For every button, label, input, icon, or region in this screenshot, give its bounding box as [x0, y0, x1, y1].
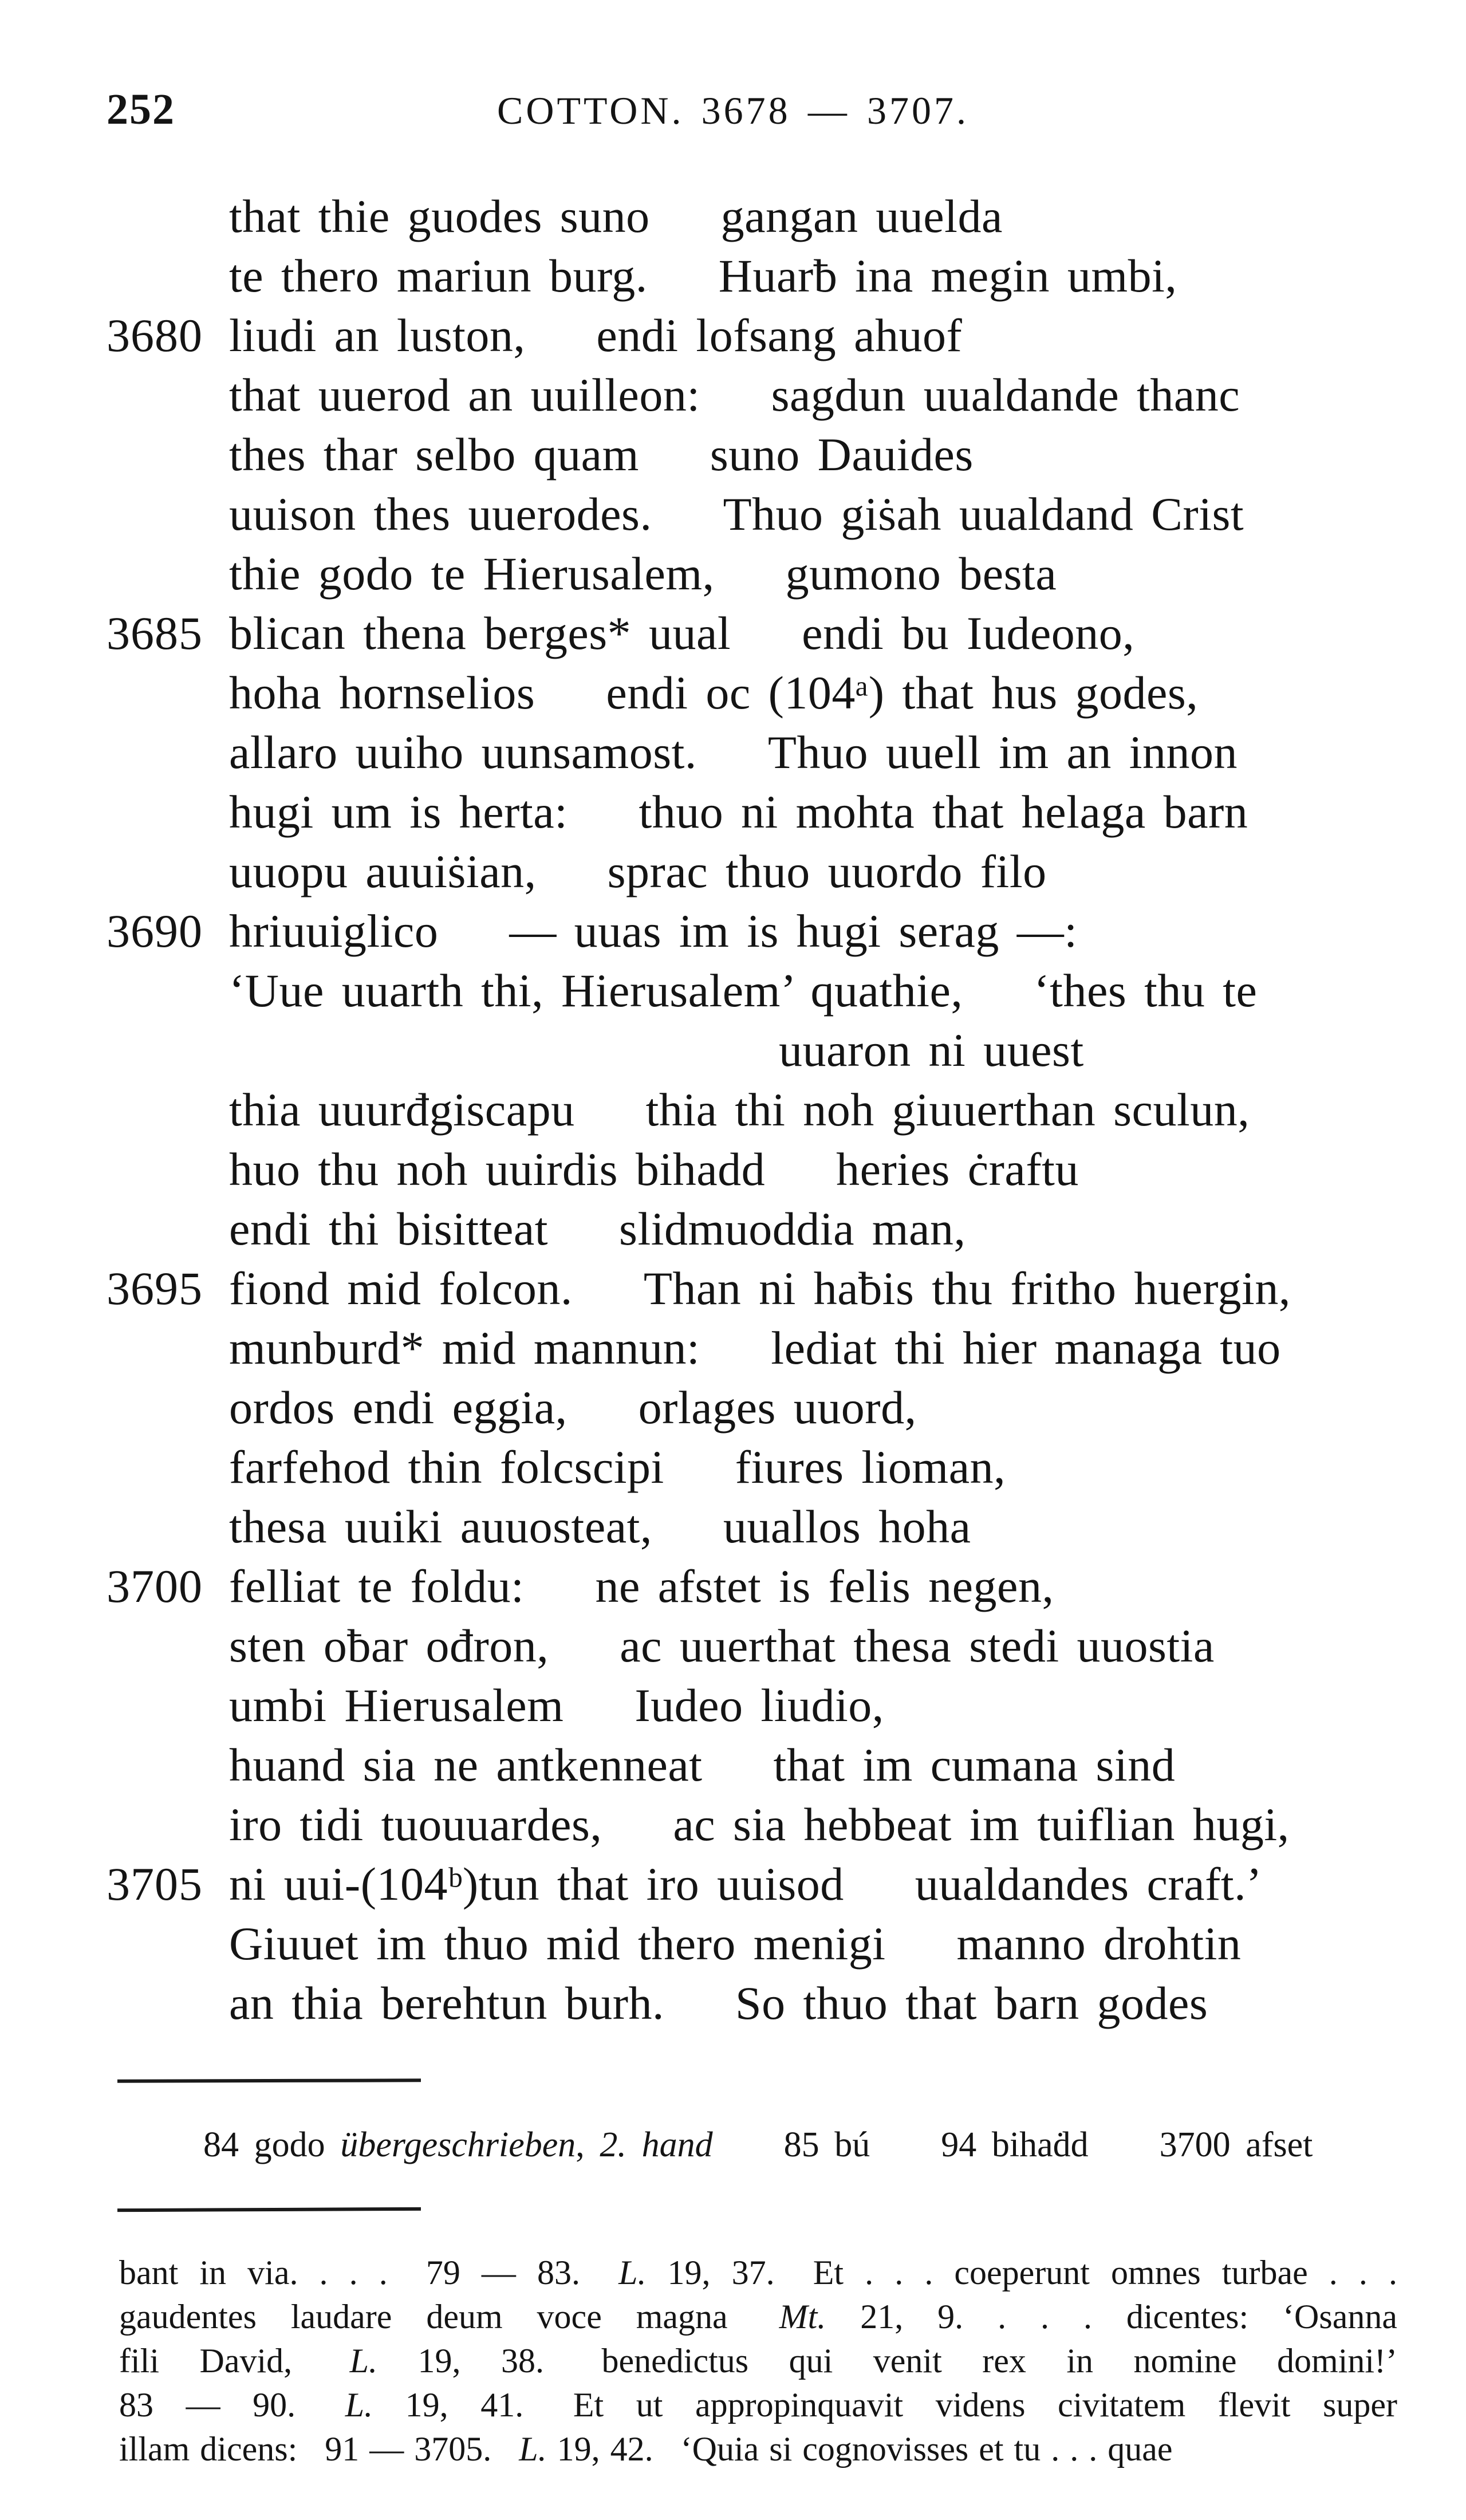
source-text-segment: bant in via. . . . 79 — 83.: [119, 2254, 619, 2291]
source-reference-line: [119, 2295, 1397, 2339]
verse-line-text: thes thar selbo quam suno Dauides: [229, 428, 974, 481]
apparatus-text-segment-italic: übergeschrieben: [340, 2125, 576, 2164]
verse-line: [0, 1854, 1432, 1914]
verse-line: [0, 1199, 1432, 1259]
source-text-segment: 19, 38. benedictus qui venit rex in nomine domini!’: [377, 2342, 1397, 2380]
verse-line-text: thia uuurđgiscapu thia thi noh giuuerthan sculun,: [229, 1084, 1250, 1136]
source-ref-abbrev: L.: [519, 2430, 547, 2468]
verse-line-text: ordos endi eggia, orlages uuord,: [229, 1381, 917, 1434]
verse-line-text: blican thena berges* uual endi bu Iudeono,: [229, 607, 1135, 659]
verse-line-number: 3705: [107, 1858, 203, 1910]
verse-line-text: huo thu noh uuirdis bihadd heries ċraftu: [229, 1143, 1079, 1195]
sources-separator-rule: [117, 2207, 421, 2212]
verse-line-text: an thia berehtun burh. So thuo that barn godes: [229, 1977, 1208, 2029]
verse-line-number: 3680: [107, 309, 203, 361]
verse-line-text: thesa uuiki auuosteat, uuallos hoha: [229, 1501, 971, 1553]
verse-line-text: te thero mariun burg. Huarƀ ina megin umbi,: [229, 250, 1177, 302]
verse-line: [0, 544, 1432, 604]
apparatus-separator-rule: [117, 2078, 421, 2082]
verse-line: [0, 842, 1432, 901]
source-text-segment: 19, 41. Et ut appropinquavit videns civitatem flevit super: [373, 2386, 1398, 2424]
verse-line: [0, 306, 1432, 365]
verse-line-text: liudi an luston, endi lofsang ahuof: [229, 309, 963, 361]
verse-line-number: 3700: [107, 1560, 203, 1612]
verse-line-text: uuopu auuiṡian, sprac thuo uuordo filo: [229, 845, 1047, 897]
source-text-segment: fili David,: [119, 2342, 350, 2380]
verse-line: [0, 1318, 1432, 1378]
verse-line: [0, 1438, 1432, 1497]
verse-line: [0, 187, 1432, 246]
verse-line-number: 3685: [107, 607, 203, 659]
verse-line-text: ni uui-(104ᵇ)tun that iro uuisod uualdandes craft.’: [229, 1858, 1262, 1910]
verse-line: [0, 782, 1432, 842]
verse-line: [0, 1795, 1432, 1854]
verse-line: [0, 1140, 1432, 1199]
source-reference-line: [119, 2383, 1397, 2427]
verse-line: [0, 961, 1432, 1021]
verse-line: [0, 1974, 1432, 2033]
verse-line-text: uuison thes uuerodes. Thuo giṡah uualdand Crist: [229, 488, 1244, 540]
verse-line: [0, 901, 1432, 961]
verse-line-text: hriuuiglico — uuas im is hugi serag —:: [229, 905, 1078, 957]
source-text-segment: 19, 42. ‘Quia si cognovisses et tu . . . quae: [546, 2430, 1173, 2468]
source-ref-abbrev: Mt.: [779, 2298, 826, 2336]
verse-line: [0, 246, 1432, 306]
verse-line: [0, 723, 1432, 782]
verse-line: [0, 1616, 1432, 1676]
verse-line: [0, 1378, 1432, 1438]
source-text-segment: gaudentes laudare deum voce magna: [119, 2298, 779, 2336]
verse-line-text: that uuerod an uuilleon: sagdun uualdande thanc: [229, 369, 1240, 421]
verse-line-text: farfehod thin folcscipi fiures lioman,: [229, 1441, 1006, 1493]
running-header: COTTON. 3678 — 3707.: [496, 89, 969, 132]
verse-line-number: 3695: [107, 1262, 203, 1314]
source-text-segment: 19, 37. Et . . . coeperunt omnes turbae . . .: [646, 2254, 1397, 2291]
source-ref-abbrev: L.: [618, 2254, 647, 2291]
verse-line-text: endi thi bisitteat slidmuoddia man,: [229, 1203, 966, 1255]
verse-line-text: huand sia ne antkenneat that im cumana sind: [229, 1739, 1176, 1791]
verse-line: [0, 425, 1432, 485]
verse-line: [0, 1735, 1432, 1795]
verse-line-text: Giuuet im thuo mid thero menigi manno drohtin: [229, 1917, 1242, 1970]
verse-line: [0, 1080, 1432, 1140]
apparatus-text-segment: ,: [576, 2125, 600, 2164]
apparatus-text-segment-italic: 2. hand: [600, 2125, 713, 2164]
verse-line: [0, 1259, 1432, 1318]
verse-line-text: that thie guodes suno gangan uuelda: [229, 190, 1003, 242]
verse-line: [0, 1557, 1432, 1616]
source-ref-abbrev: L.: [349, 2342, 378, 2380]
source-ref-abbrev: L.: [345, 2386, 373, 2424]
verse-line-text: thie godo te Hierusalem, gumono besta: [229, 548, 1057, 600]
source-text-segment: 21, 9. . . . dicentes: ‘Osanna: [826, 2298, 1397, 2336]
verse-line: [0, 663, 1432, 723]
verse-line: [0, 1914, 1432, 1974]
page-number: 252: [107, 85, 175, 133]
verse-line: [0, 1676, 1432, 1735]
verse-line-text: sten oƀar ođron, ac uuerthat thesa stedi uuostia: [229, 1620, 1215, 1672]
verse-line: [0, 485, 1432, 544]
apparatus-text-segment: 85 bú 94 bihaḋd 3700 afset: [712, 2125, 1313, 2164]
verse-line-text: uuaron ni uuest: [779, 1024, 1084, 1076]
verse-line-text: fiond mid folcon. Than ni haƀis thu fritho huergin,: [229, 1262, 1291, 1314]
verse-line-continuation: [0, 1021, 1432, 1080]
verse-line-text: allaro uuiho uunsamost. Thuo uuell im an innon: [229, 726, 1238, 778]
verse-line-text: ‘Uue uuarth thi, Hierusalem’ quathie, ‘thes thu te: [229, 964, 1258, 1017]
source-reference-line: [119, 2427, 1397, 2471]
source-reference-line: [119, 2251, 1397, 2295]
verse-block: [0, 187, 1432, 2033]
verse-line-text: felliat te foldu: ne afstet is felis negen,: [229, 1560, 1054, 1612]
source-references-block: [119, 2251, 1397, 2471]
page-header: [0, 85, 1466, 136]
source-text-segment: illam dicens: 91 — 3705.: [119, 2430, 519, 2468]
verse-line: [0, 1497, 1432, 1557]
verse-line: [0, 365, 1432, 425]
critical-apparatus-line: [203, 2116, 1386, 2174]
verse-line-text: iro tidi tuouuardes, ac sia hebbeat im tuiflian hugi,: [229, 1798, 1290, 1850]
verse-line-number: 3690: [107, 905, 203, 957]
verse-line-text: munburd* mid mannun: lediat thi hier managa tuo: [229, 1322, 1281, 1374]
verse-line-text: hoha hornselios endi oc (104ᵃ) that hus godes,: [229, 667, 1199, 719]
verse-line-text: hugi um is herta: thuo ni mohta that helaga barn: [229, 786, 1248, 838]
verse-line: [0, 604, 1432, 663]
source-text-segment: 83 — 90.: [119, 2386, 345, 2424]
apparatus-text-segment: 84 godo: [203, 2125, 341, 2164]
verse-line-text: umbi Hierusalem Iudeo liudio,: [229, 1679, 884, 1731]
source-reference-line: [119, 2339, 1397, 2383]
